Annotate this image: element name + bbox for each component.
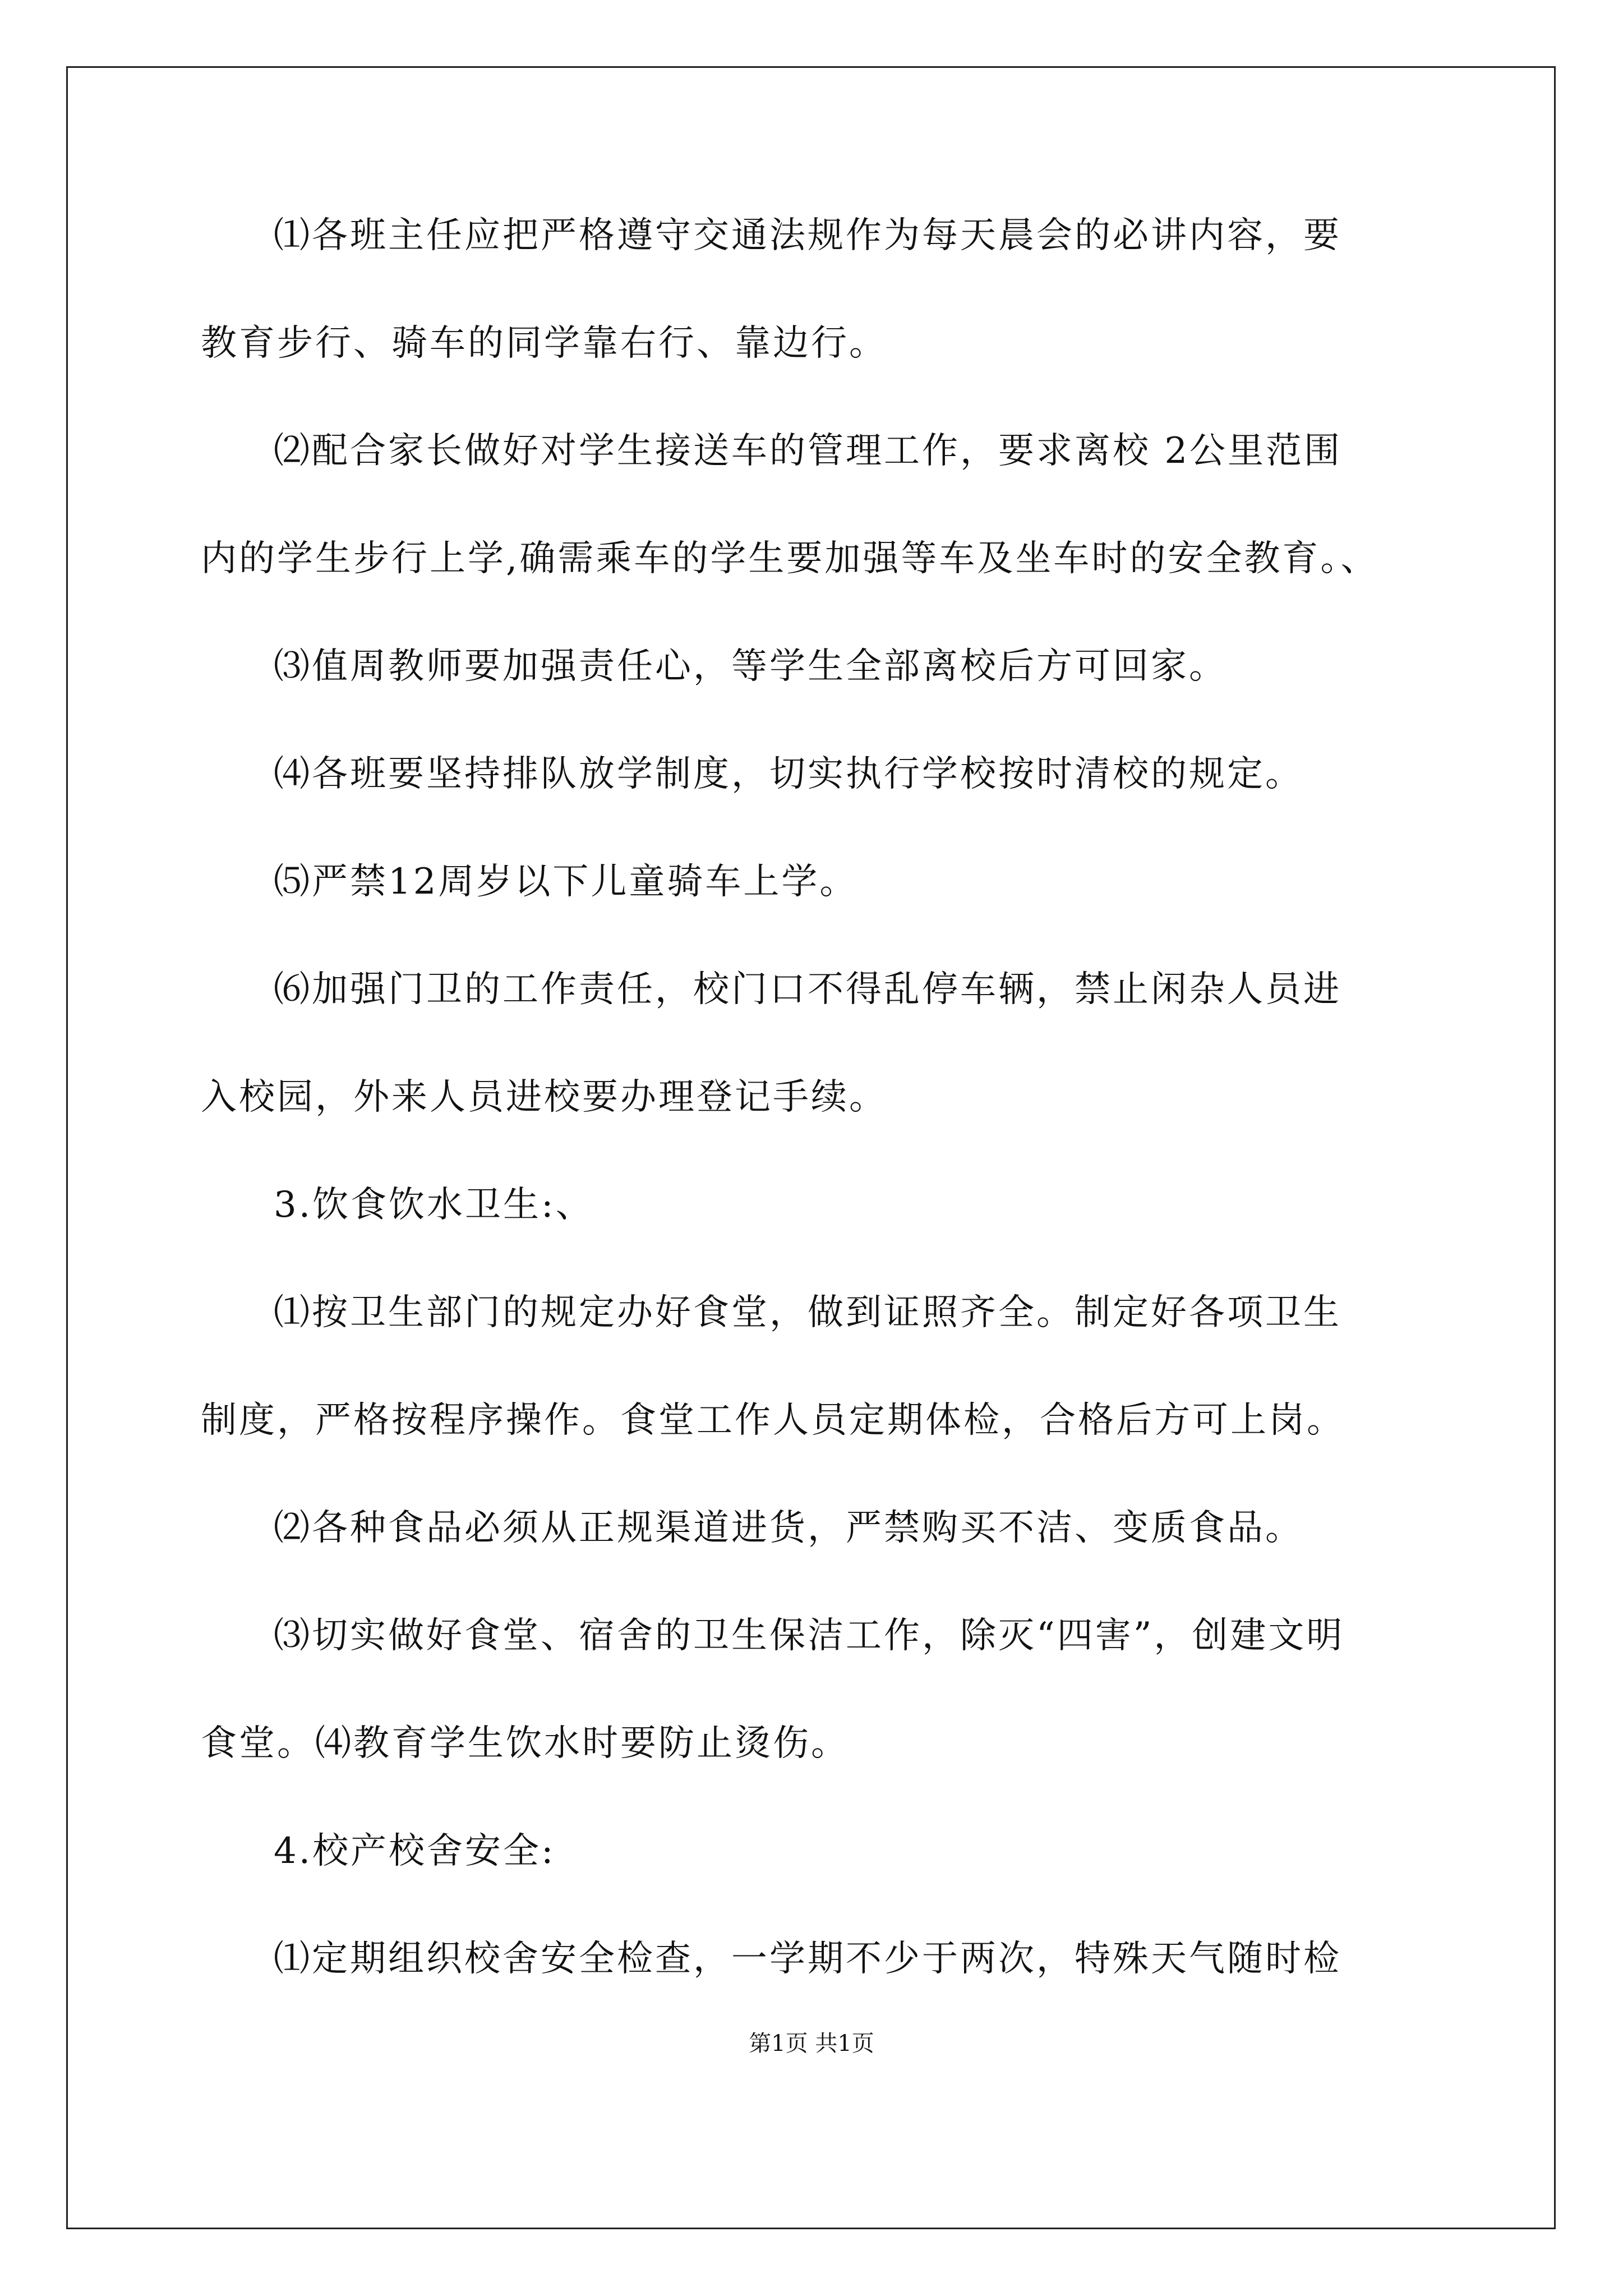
page-number: 第1页 共1页 (749, 2031, 874, 2056)
paragraph-line: ⑵各种食品必须从正规渠道进货，严禁购买不洁、变质食品。 (274, 1507, 1303, 1549)
paragraph-line: ⑶切实做好食堂、宿舍的卫生保洁工作，除灭“四害”，创建文明 (274, 1615, 1345, 1657)
paragraph-line: ⑴按卫生部门的规定办好食堂，做到证照齐全。制定好各项卫生 (274, 1292, 1341, 1333)
section-heading: 3.饮食饮水卫生:、 (274, 1184, 594, 1226)
page-border (66, 66, 1556, 2229)
section-heading: 4.校产校舍安全: (274, 1830, 556, 1872)
paragraph-line: ⑸严禁12周岁以下儿童骑车上学。 (274, 861, 858, 903)
paragraph-line: ⑹加强门卫的工作责任，校门口不得乱停车辆，禁止闲杂人员进 (274, 969, 1341, 1010)
paragraph-line: 制度，严格按程序操作。食堂工作人员定期体检，合格后方可上岗。 (201, 1400, 1345, 1441)
paragraph-line: ⑷各班要坚持排队放学制度，切实执行学校按时清校的规定。 (274, 753, 1303, 795)
paragraph-line: ⑵配合家长做好对学生接送车的管理工作，要求离校 2公里范围 (274, 430, 1343, 472)
paragraph-line: 教育步行、骑车的同学靠右行、靠边行。 (201, 323, 887, 364)
paragraph-line: ⑴各班主任应把严格遵守交通法规作为每天晨会的必讲内容，要 (274, 215, 1341, 256)
paragraph-line: 食堂。⑷教育学生饮水时要防止烫伤。 (201, 1723, 849, 1764)
paragraph-line: ⑴定期组织校舍安全检查，一学期不少于两次，特殊天气随时检 (274, 1938, 1341, 1980)
paragraph-line: 入校园，外来人员进校要办理登记手续。 (201, 1076, 887, 1118)
paragraph-line: 内的学生步行上学,确需乘车的学生要加强等车及坐车时的安全教育。、 (201, 538, 1379, 579)
paragraph-line: ⑶值周教师要加强责任心，等学生全部离校后方可回家。 (274, 646, 1227, 687)
